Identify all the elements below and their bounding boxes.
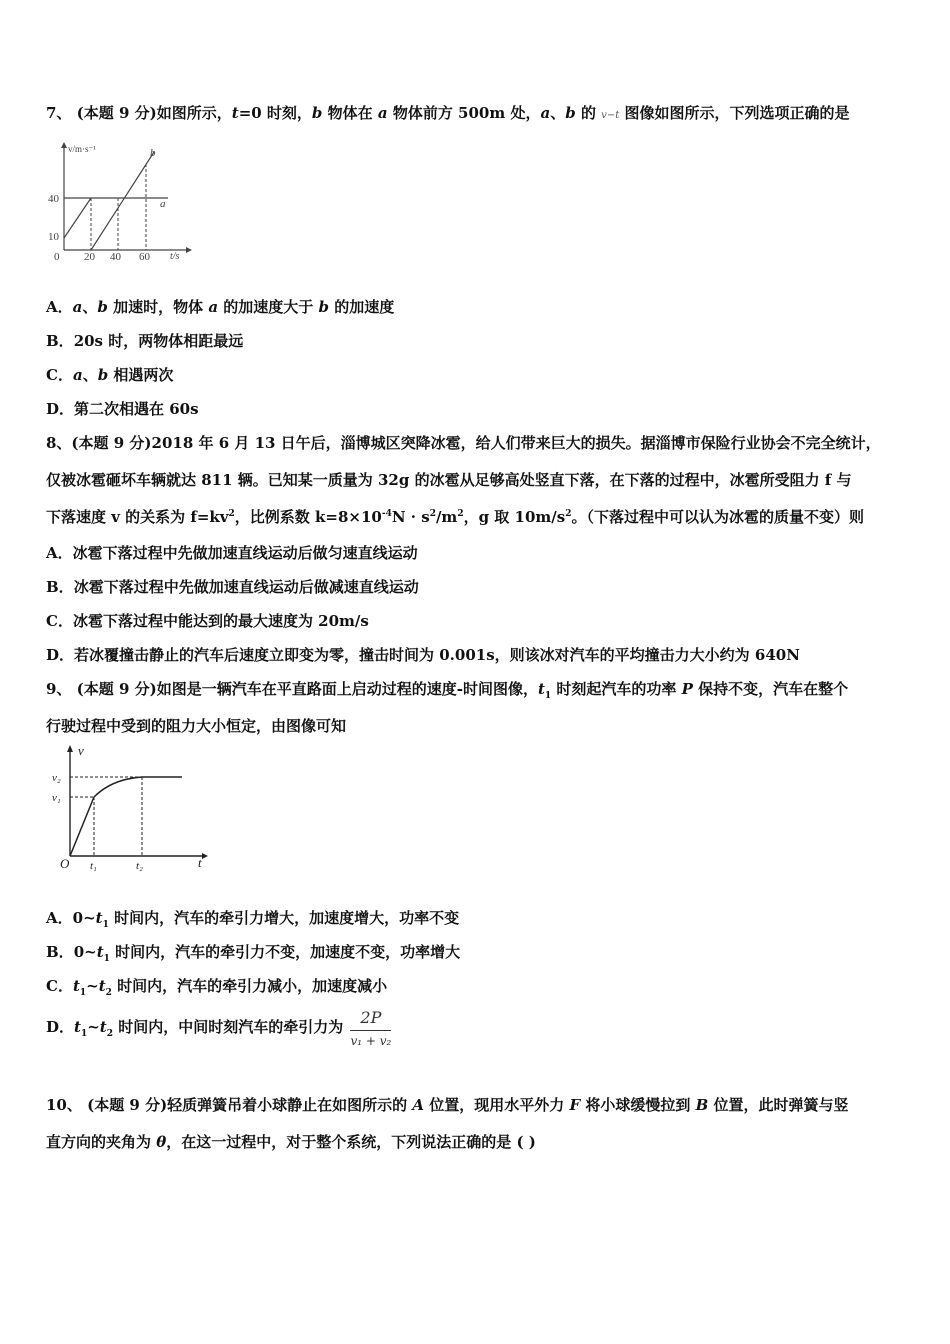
q8-option-c[interactable]: C．冰雹下落过程中能达到的最大速度为 20m/s bbox=[46, 612, 369, 630]
q10-stem-line2: 直方向的夹角为 θ，在这一过程中，对于整个系统，下列说法正确的是 ( ) bbox=[46, 1133, 536, 1151]
q8-stem-line2: 仅被冰雹砸坏车辆就达 811 辆。已知某一质量为 32g 的冰雹从足够高处竖直下落，在下落的过程中，冰雹所受阻力 f 与 bbox=[46, 471, 852, 489]
q9-option-d[interactable]: D．$t_1\sim t_2$ 时间内，中间时刻汽车的牵引力为 $\frac{2P}{\text{v₁ + v₂}}$ bbox=[46, 1008, 392, 1048]
q8-option-a[interactable]: A．冰雹下落过程中先做加速直线运动后做匀速直线运动 bbox=[46, 544, 418, 562]
q7-option-d[interactable]: D．第二次相遇在 60s bbox=[46, 400, 199, 418]
q9-option-a[interactable]: A．$0\sim t_1$ 时间内，汽车的牵引力增大，加速度增大，功率不变 bbox=[46, 909, 460, 930]
q9-v2: v₂ bbox=[52, 772, 61, 784]
q9-option-c[interactable]: C．$t_1\sim t_2$ 时间内，汽车的牵引力减小，加速度减小 bbox=[46, 977, 388, 998]
line-a-accel bbox=[64, 198, 91, 238]
q8-option-d[interactable]: D．若冰覆撞击静止的汽车后速度立即变为零，撞击时间为 0.001s，则该冰对汽车的平均撞击力大小约为 640N bbox=[46, 646, 800, 664]
q9-stem-line1: 9、 (本题 9 分)如图是一辆汽车在平直路面上启动过程的速度-时间图像，$t_1$ 时刻起汽车的功率 P 保持不变，汽车在整个 bbox=[46, 680, 849, 701]
q7-ytick-40: 40 bbox=[48, 193, 59, 205]
q9-stem-line2: 行驶过程中受到的阻力大小恒定，由图像可知 bbox=[46, 717, 347, 735]
q9-vt-graph bbox=[52, 743, 212, 873]
q7-xtick-20: 20 bbox=[84, 251, 95, 263]
q7-xlabel: t/s bbox=[170, 251, 180, 262]
label-b: b bbox=[150, 147, 156, 159]
q9-curve-growth bbox=[94, 777, 142, 797]
q7-ylabel: v/m·s⁻¹ bbox=[68, 144, 96, 154]
q9-ylabel: v bbox=[78, 743, 84, 758]
q9-t2: t₂ bbox=[136, 860, 143, 872]
q7-ytick-0: 0 bbox=[54, 251, 60, 263]
q9-v1: v₁ bbox=[52, 792, 61, 804]
q7-xtick-40: 40 bbox=[110, 251, 121, 263]
q7-ytick-10: 10 bbox=[48, 231, 59, 243]
q7-vt-graph bbox=[46, 140, 196, 265]
q7-option-c[interactable]: C．a、b 相遇两次 bbox=[46, 366, 174, 384]
q8-stem-line1: 8、(本题 9 分)2018 年 6 月 13 日午后，淄博城区突降冰雹，给人们带来巨大的损失。据淄博市保险行业协会不完全统计， bbox=[46, 434, 881, 452]
label-a: a bbox=[160, 198, 166, 210]
q7-stem: 7、 (本题 9 分)如图所示，t=0 时刻，b 物体在 a 物体前方 500m 处，a、b 的 v−t 图像如图所示，下列选项正确的是 bbox=[46, 104, 850, 122]
q9-curve-linear bbox=[70, 797, 94, 856]
q8-stem-line3: 下落速度 v 的关系为 $f=kv^2$，比例系数 $k=8\times 10^{-4}N \cdot s^2/m^2$，g 取 $10m/s^2$。（下落过程中可以认为冰雹的质量不变）则 bbox=[46, 508, 864, 526]
traction-force-fraction: $\frac{2P}{\text{v₁ + v₂}}$ bbox=[350, 1008, 392, 1048]
line-b bbox=[91, 152, 154, 250]
q7-option-a[interactable]: A．a、b 加速时，物体 a 的加速度大于 b 的加速度 bbox=[46, 298, 395, 316]
q9-xlabel: t bbox=[198, 855, 202, 870]
vt-glyph: v−t bbox=[601, 110, 620, 121]
q7-xtick-60: 60 bbox=[139, 251, 150, 263]
q8-option-b[interactable]: B．冰雹下落过程中先做加速直线运动后做减速直线运动 bbox=[46, 578, 419, 596]
q9-origin: O bbox=[60, 856, 70, 871]
q10-stem-line1: 10、 (本题 9 分)轻质弹簧吊着小球静止在如图所示的 A 位置，现用水平外力 F 将小球缓慢拉到 B 位置，此时弹簧与竖 bbox=[46, 1096, 849, 1114]
q9-option-b[interactable]: B．$0\sim t_1$ 时间内，汽车的牵引力不变，加速度不变，功率增大 bbox=[46, 943, 461, 964]
q9-t1: t₁ bbox=[90, 860, 97, 872]
q7-option-b[interactable]: B．20s 时，两物体相距最远 bbox=[46, 332, 244, 350]
